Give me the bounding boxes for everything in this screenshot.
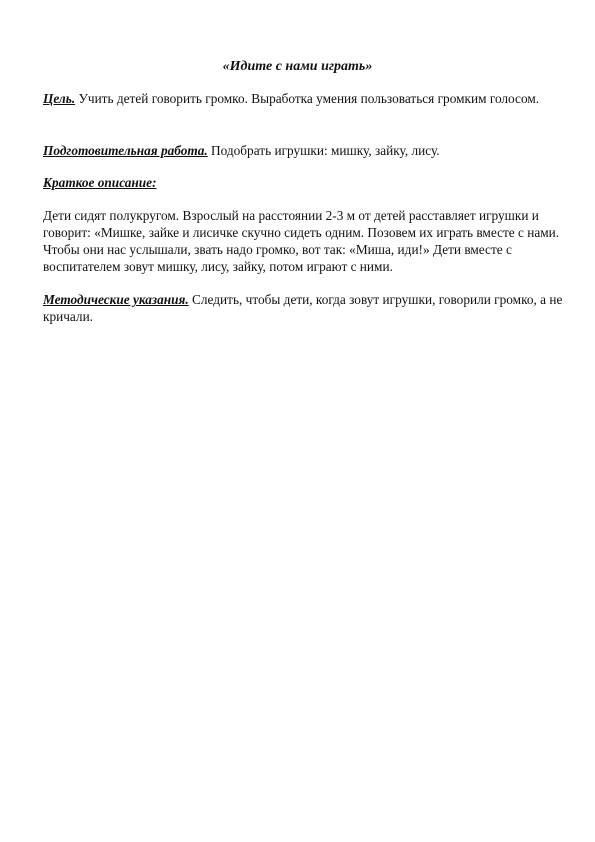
preparation-text: Подобрать игрушки: мишку, зайку, лису. <box>207 143 440 158</box>
goal-text: Учить детей говорить громко. Выработка умения пользоваться громким голосом. <box>75 91 540 106</box>
goal-label: Цель. <box>43 91 76 106</box>
document-title: «Идите с нами играть» <box>222 59 373 74</box>
method-paragraph <box>43 291 563 325</box>
method-label: Методические указания. <box>43 292 189 307</box>
description-paragraph: Дети сидят полукругом. Взрослый на расстоянии 2-3 м от детей расставляет игрушки и говорит: «Мишке, зайке и лисичке скучно сидеть одним. Позовем их играть вместе с нами. Чтобы они нас услышали, звать надо громко, вот так: «Миша, иди!» Дети вместе с воспитателем зовут мишку, лису, зайку, потом играют с ними. <box>43 208 560 274</box>
goal-paragraph <box>43 90 563 107</box>
method-text: Следить, чтобы дети, когда зовут игрушки, говорили громко, а не кричали. <box>43 292 563 324</box>
preparation-paragraph <box>43 142 563 159</box>
preparation-label: Подготовительная работа. <box>43 143 208 158</box>
brief-heading-paragraph <box>43 174 563 191</box>
brief-label: Краткое описание: <box>43 175 157 190</box>
